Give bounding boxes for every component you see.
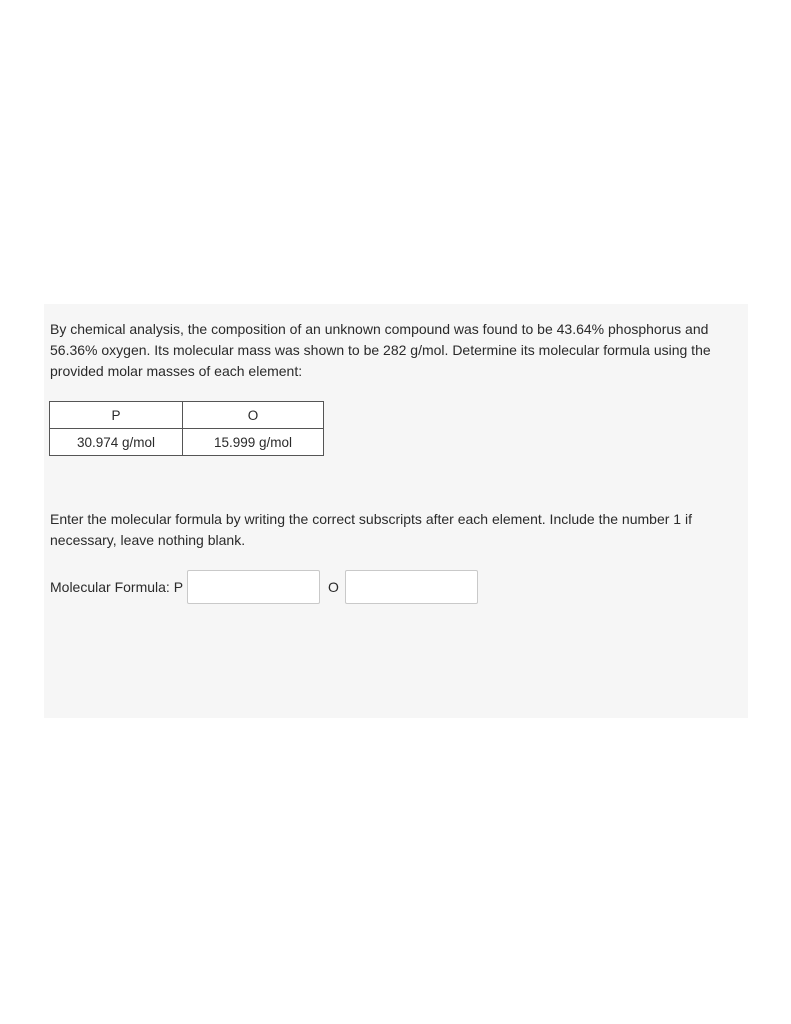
table-header-row xyxy=(50,402,324,429)
table-row xyxy=(50,429,324,456)
oxygen-symbol: O xyxy=(328,579,339,595)
question-panel xyxy=(44,304,748,718)
table-header-o: O xyxy=(183,402,324,429)
oxygen-subscript-input[interactable] xyxy=(345,570,478,604)
table-cell-p-mass: 30.974 g/mol xyxy=(50,429,183,456)
formula-answer-row xyxy=(50,568,478,606)
table-cell-o-mass: 15.999 g/mol xyxy=(183,429,324,456)
question-prompt: By chemical analysis, the composition of an unknown compound was found to be 43.64% phosphorus and 56.36% oxygen. Its molecular mass was shown to be 282 g/mol. Determine its molecular formula using the provided molar masses of each element: xyxy=(50,321,711,379)
formula-label: Molecular Formula: P xyxy=(50,579,184,595)
phosphorus-subscript-input[interactable] xyxy=(187,570,320,604)
table-header-p: P xyxy=(50,402,183,429)
molar-mass-table xyxy=(49,401,324,456)
instructions-text: Enter the molecular formula by writing the correct subscripts after each element. Include the number 1 if necessary, leave nothing blank. xyxy=(50,511,692,548)
